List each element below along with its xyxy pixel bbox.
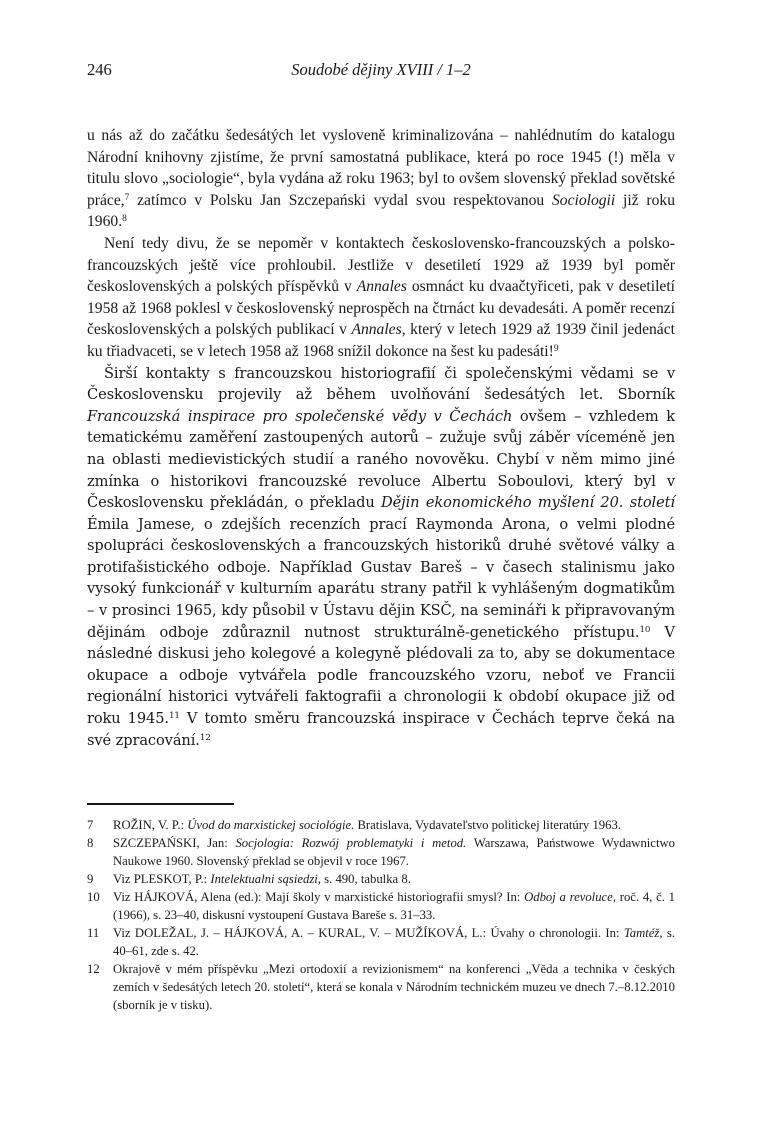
- footnote: [87, 924, 675, 960]
- footnote-text: Bratislava, Vydavateľstvo politickej literatúry 1963.: [354, 818, 621, 832]
- footnote: [87, 816, 675, 834]
- footnote-italic: Odboj a revoluce: [524, 890, 613, 904]
- footnote-text: SZCZEPAŃSKI, Jan:: [113, 836, 236, 850]
- italic-title: Annales: [356, 278, 407, 296]
- footnote-italic: Socjologia: Rozwój problematyki i metod.: [235, 836, 467, 850]
- footnote-text: Viz PLESKOT, P.:: [113, 872, 211, 886]
- footnote-number: 7: [87, 818, 94, 832]
- text-run: zatímco v Polsku Jan Szczepański vydal svou respektovanou: [129, 191, 552, 209]
- italic-title: Francouzská inspirace pro společenské vědy v Čechách: [87, 407, 513, 425]
- footnote: [87, 834, 675, 870]
- footnote-ref[interactable]: 10: [639, 624, 651, 635]
- footnote-italic: Úvod do marxistickej sociológie.: [187, 818, 355, 832]
- footnote-ref[interactable]: 7: [124, 192, 130, 203]
- footnote-text: Warszawa, Państwowe Wydawnictwo Naukowe 1960. Slovenský překlad se objevil v roce 1967.: [113, 836, 675, 868]
- footnote: [87, 870, 675, 888]
- footnote-text: Okrajově v mém příspěvku „Mezi ortodoxií a revizionismem“ na konferenci „Věda a technika v českých zemích v šedesátých letech 20. století“, která se konala v Národním technickém muzeu ve dnech 7.–8.12.2010 (sborník je v tisku).: [113, 962, 675, 1012]
- footnote-ref[interactable]: 9: [553, 343, 559, 354]
- footnote-number: 9: [87, 872, 94, 886]
- text-run: u nás až do začátku šedesátých let vysloveně kriminalizována – nahlédnutím do katalogu Národní knihovny zjistíme, že první samostatná publikace, která po roce 1945 (!) měla v titulu slovo „sociologie“, byla vydána až roku 1963; byl to ovšem slovenský překlad sovětské práce,: [87, 127, 675, 209]
- running-header: [87, 60, 675, 84]
- text-run: osmnáct ku dvaačtyřiceti, pak v desetiletí 1958 až 1968 poklesl v československý neprospěch na čtrnáct ku devadesáti. A poměr recenzí československých a polských publikací v: [87, 278, 675, 339]
- footnote-number: 8: [87, 836, 94, 850]
- body-text: [87, 125, 675, 751]
- footnote-ref[interactable]: 11: [168, 711, 180, 722]
- italic-title: Dějin ekonomického myšlení 20. století: [381, 494, 675, 512]
- text-run: ovšem – vzhledem k tematickému zaměření zastoupených autorů – zužuje svůj záběr víceméně jen na oblasti medievistických studií a raného novověku. Chybí v něm mimo jiné zmínka o historikovi francouzské revoluce Albertu Soboulovi, který byl v Československu překládán, o překladu: [87, 407, 675, 512]
- footnote-italic: Tamtéž: [623, 926, 660, 940]
- italic-title: Sociologii: [551, 191, 616, 209]
- text-run: , který v letech 1929 až 1939 činil jedenáct ku třiadvaceti, se v letech 1958 až 1968 snížil dokonce na šest ku padesáti!: [87, 321, 675, 360]
- footnote-text: , s. 40–61, zde s. 42.: [113, 926, 676, 958]
- running-title: Soudobé dějiny XVIII / 1–2: [291, 60, 471, 79]
- footnote-text: , roč. 4, č. 1 (1966), s. 23–40, diskusní vystoupení Gustava Bareše s. 31–33.: [113, 890, 675, 922]
- text-run: Širší kontakty s francouzskou historiografií či společenskými vědami se v Československu projevily až během uvolňování šedesátých let. Sborník: [87, 364, 675, 404]
- text-run: V následné diskusi jeho kolegové a kolegyně plédovali za to, aby se dokumentace okupace a odboje vytvářela podle francouzského vzoru, neboť ve Francii regionální historici vytvářeli faktografii a chronologii k období okupace již od roku 1945.: [87, 623, 675, 728]
- footnotes: [87, 816, 675, 1014]
- footnote-ref[interactable]: 12: [199, 732, 211, 743]
- paragraph: [87, 363, 675, 752]
- paragraph: [87, 233, 675, 363]
- footnote-text: ROŽIN, V. P.:: [113, 818, 188, 832]
- footnote-number: 11: [87, 926, 100, 940]
- footnote-divider: [87, 803, 234, 805]
- text-run: již roku 1960.: [87, 191, 675, 231]
- footnote-number: 10: [87, 890, 100, 904]
- page-number: 246: [87, 60, 112, 79]
- paragraph: [87, 125, 675, 233]
- footnote-text: Viz DOLEŽAL, J. – HÁJKOVÁ, A. – KURAL, V. – MUŽÍKOVÁ, L.: Úvahy o chronologii. In:: [113, 926, 624, 940]
- footnote-ref[interactable]: 8: [122, 214, 127, 225]
- footnote-italic: Intelektualni sąsiedzi: [210, 872, 318, 886]
- text-run: Émila Jamese, o zdejších recenzích prací Raymonda Arona, o velmi plodné spolupráci československých a francouzských historiků druhé světové války a protifašistického odboje. Například Gustav Bareš – v časech stalinismu jako vysoký funkcionář v kulturním aparátu strany patřil k vyhlášeným dogmatikům – v prosinci 1965, kdy působil v Ústavu dějin KSČ, na semináři k připravovaným dějinám odboje zdůraznil nutnost strukturálně-genetického přístupu.: [87, 515, 675, 641]
- footnote: [87, 888, 675, 924]
- italic-title: Annales: [351, 321, 402, 339]
- footnote-text: Viz HÁJKOVÁ, Alena (ed.): Mají školy v marxistické historiografii smysl? In:: [113, 890, 525, 904]
- text-run: Není tedy divu, že se nepoměr v kontaktech československo-francouzských a polsko-francouzských ještě více prohloubil. Jestliže v desetiletí 1929 až 1939 byl poměr československých a polských příspěvků v: [87, 234, 675, 296]
- footnote-text: , s. 490, tabulka 8.: [317, 872, 411, 886]
- footnote: [87, 960, 675, 1014]
- text-run: V tomto směru francouzská inspirace v Čechách teprve čeká na své zpracování.: [87, 710, 675, 749]
- footnote-number: 12: [87, 962, 100, 976]
